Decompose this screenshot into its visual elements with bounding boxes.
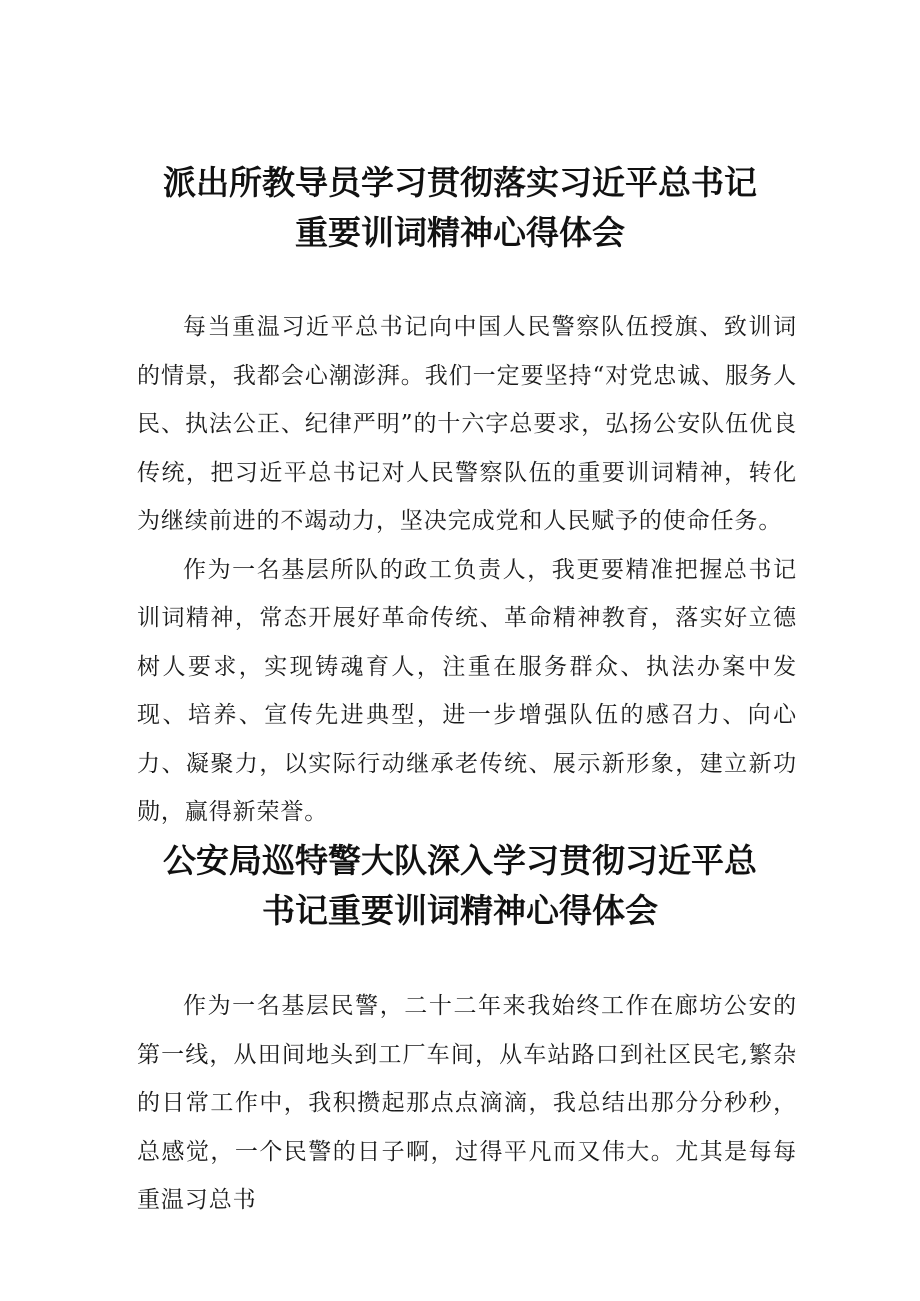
section-2-title-line-2: 书记重要训词精神心得体会 xyxy=(262,891,658,930)
section-1-body xyxy=(137,303,797,837)
section-2-title-line-1: 公安局巡特警大队深入学习贯彻习近平总 xyxy=(163,841,757,880)
section-1-paragraph-1: 每当重温习近平总书记向中国人民警察队伍授旗、致训词的情景，我都会心潮澎湃。我们一定要坚持“对党忠诚、服务人民、执法公正、纪律严明”的十六字总要求，弘扬公安队伍优良传统，把习近平总书记对人民警察队伍的重要训词精神，转化为继续前进的不竭动力，坚决完成党和人民赋予的使命任务。 xyxy=(137,314,797,534)
section-2-title xyxy=(0,836,920,936)
section-2-body xyxy=(137,982,797,1225)
section-1-title xyxy=(0,158,920,258)
section-1-title-line-2: 重要训词精神心得体会 xyxy=(295,213,625,252)
section-2-paragraph-1: 作为一名基层民警，二十二年来我始终工作在廊坊公安的第一线，从田间地头到工厂车间，从车站路口到社区民宅,繁杂的日常工作中，我积攒起那点点滴滴，我总结出那分分秒秒，总感觉，一个民警的日子啊，过得平凡而又伟大。尤其是每每重温习总书 xyxy=(137,993,797,1213)
section-1-paragraph-2: 作为一名基层所队的政工负责人，我更要精准把握总书记训词精神，常态开展好革命传统、革命精神教育，落实好立德树人要求，实现铸魂育人，注重在服务群众、执法办案中发现、培养、宣传先进典型，进一步增强队伍的感召力、向心力、凝聚力，以实际行动继承老传统、展示新形象，建立新功勋，赢得新荣誉。 xyxy=(137,556,797,825)
section-1-title-line-1: 派出所教导员学习贯彻落实习近平总书记 xyxy=(163,163,757,202)
